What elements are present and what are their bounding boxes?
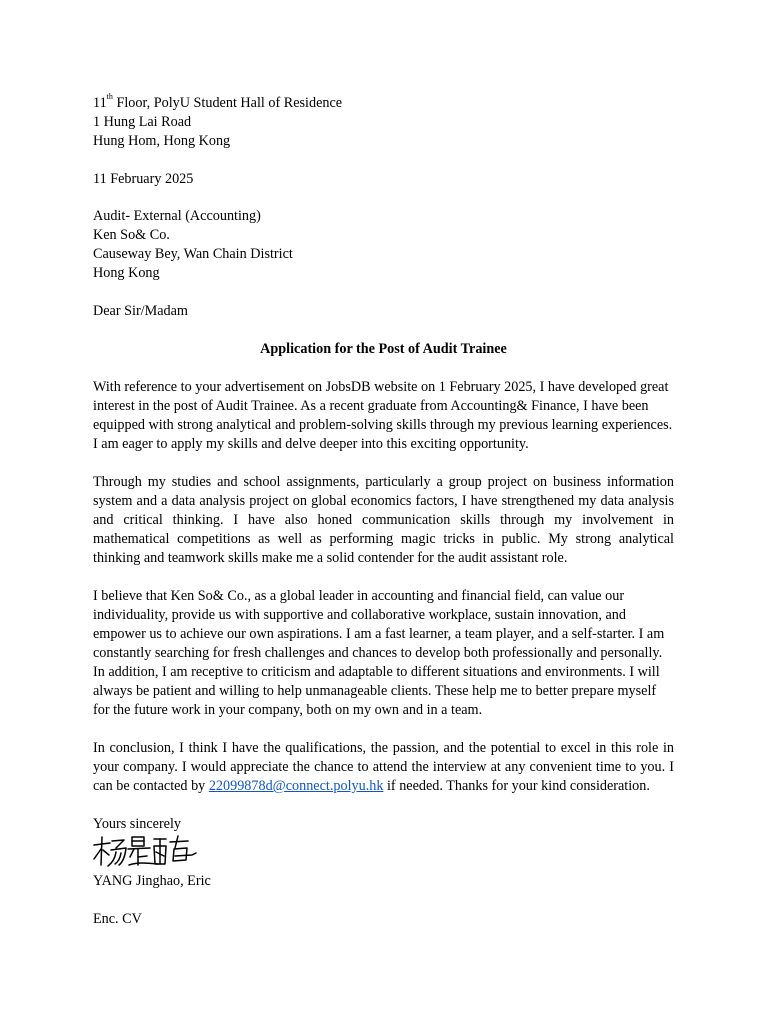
recipient-address bbox=[93, 207, 674, 283]
recipient-line-4: Hong Kong bbox=[93, 265, 160, 281]
recipient-line-2: Ken So& Co. bbox=[93, 227, 170, 243]
body-paragraph-1 bbox=[93, 378, 674, 454]
body-paragraph-4: In conclusion, I think I have the qualifications, the passion, and the potential to excel in this role in your company. I would appreciate the chance to attend the interview at any convenient time to you. I can be contacted by 22099878d@connect.polyu.hk if needed. Thanks for your kind consideration. bbox=[93, 740, 674, 794]
body-paragraph-3 bbox=[93, 587, 674, 720]
ordinal-suffix: th bbox=[106, 92, 113, 102]
recipient-line-1: Audit- External (Accounting) bbox=[93, 208, 261, 224]
paragraph-line: always be patient and willing to help unmanageable clients. These help me to better prepare myself bbox=[93, 683, 657, 699]
address-line-3: Hung Hom, Hong Kong bbox=[93, 133, 231, 149]
closing: Yours sincerely bbox=[93, 816, 182, 832]
address-line-1: 11th Floor, PolyU Student Hall of Residence bbox=[93, 92, 343, 111]
handwritten-signature bbox=[92, 834, 198, 868]
paragraph-line: interest in the post of Audit Trainee. As a recent graduate from Accounting& Finance, I have been bbox=[93, 398, 649, 414]
sender-address bbox=[93, 94, 674, 151]
paragraph-line: I believe that Ken So& Co., as a global leader in accounting and financial field, can value our bbox=[93, 588, 625, 604]
letter-subject: Application for the Post of Audit Trainee bbox=[260, 341, 507, 357]
enclosure-note: Enc. CV bbox=[93, 911, 142, 927]
paragraph-line: In addition, I am receptive to criticism and adaptable to different situations and environments. I will bbox=[93, 664, 660, 680]
body-paragraph-2: Through my studies and school assignments, particularly a group project on business information system and a data analysis project on global economics factors, I have strengthened my data analysis and critical thinking. I have also honed communication skills through my involvement in mathematical competitions as well as performing magic tricks in public. My strong analytical thinking and teamwork skills make me a solid contender for the audit assistant role. bbox=[93, 474, 674, 566]
email-link[interactable]: 22099878d@connect.polyu.hk bbox=[208, 778, 384, 794]
paragraph-line: empower us to achieve our own aspirations. I am a fast learner, a team player, and a self-starter. I am bbox=[93, 626, 665, 642]
recipient-line-3: Causeway Bey, Wan Chain District bbox=[93, 246, 293, 262]
salutation: Dear Sir/Madam bbox=[93, 303, 188, 319]
signatory-name: YANG Jinghao, Eric bbox=[93, 873, 211, 889]
letter-date: 11 February 2025 bbox=[93, 171, 194, 187]
address-line-2: 1 Hung Lai Road bbox=[93, 114, 192, 130]
paragraph-line: equipped with strong analytical and problem-solving skills through my previous learning experiences. bbox=[93, 417, 673, 433]
paragraph-line: constantly searching for fresh challenges and chances to develop both professionally and personally. bbox=[93, 645, 663, 661]
paragraph-line: With reference to your advertisement on JobsDB website on 1 February 2025, I have developed great bbox=[93, 379, 669, 395]
paragraph-line: individuality, provide us with supportive and collaborative workplace, sustain innovation, and bbox=[93, 607, 626, 623]
paragraph-line: for the future work in your company, both on my own and in a team. bbox=[93, 702, 483, 718]
paragraph-line: I am eager to apply my skills and delve deeper into this exciting opportunity. bbox=[93, 436, 529, 452]
